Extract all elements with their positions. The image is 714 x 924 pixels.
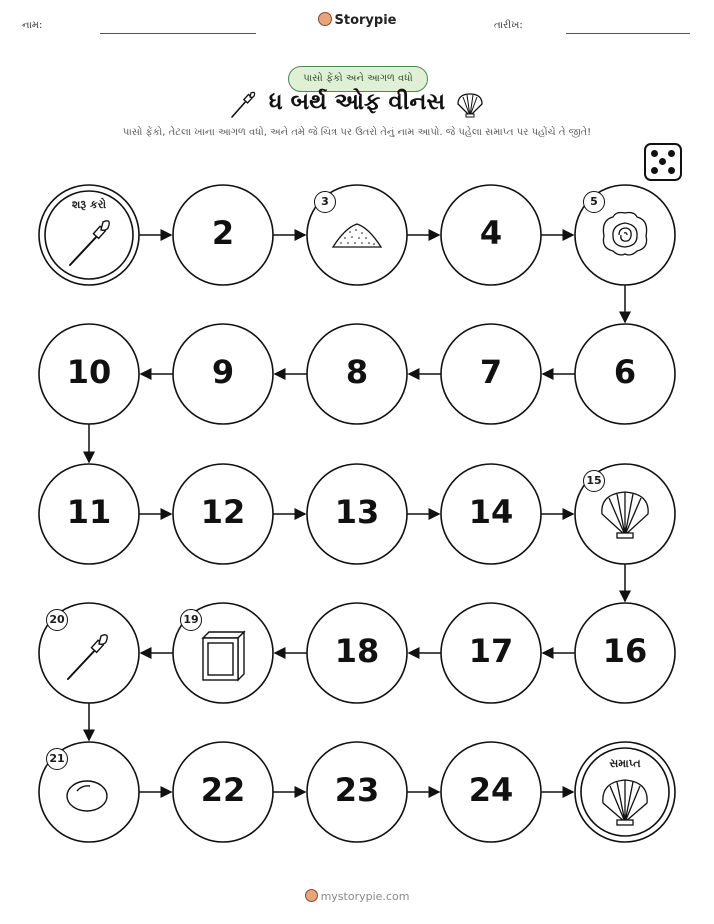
cell-number-6: 6	[613, 353, 637, 391]
cell-number-11: 11	[66, 493, 112, 531]
cell-badge-20: 20	[46, 609, 68, 631]
cell-number-8: 8	[345, 353, 369, 391]
instructions-text: પાસો ફેંકો, તેટલા ખાના આગળ વધો, અને તમે જે ચિત્ર પર ઉતરો તેનું નામ આપો. જે પહેલા સમાપ્ત પર પહોંચે તે જીતે!	[122, 127, 592, 138]
cell-number-18: 18	[334, 632, 380, 670]
page-title: ધ બર્થ ઓફ વીનસ	[268, 89, 446, 115]
cell-number-9: 9	[211, 353, 235, 391]
cell-number-4: 4	[479, 214, 503, 252]
cell-badge-15: 15	[583, 470, 605, 492]
footer	[0, 889, 714, 903]
footer-url[interactable]: mystorypie.com	[320, 890, 410, 903]
cell-number-10: 10	[66, 353, 112, 391]
start-label: શરૂ કરો	[71, 198, 107, 211]
brand-text: Storypie	[334, 13, 397, 28]
cell-number-2: 2	[211, 214, 235, 252]
cell-number-13: 13	[334, 493, 380, 531]
finish-label: સમાપ્ત	[609, 757, 641, 770]
cell-number-14: 14	[468, 493, 514, 531]
cell-number-24: 24	[468, 771, 514, 809]
bear-logo-icon	[305, 889, 318, 902]
cell-badge-21: 21	[46, 748, 68, 770]
cell-number-7: 7	[479, 353, 503, 391]
pearl-icon	[67, 781, 107, 811]
cell-number-22: 22	[200, 771, 246, 809]
cell-number-17: 17	[468, 632, 514, 670]
name-label: નામ:	[22, 20, 43, 31]
rose-icon	[603, 213, 646, 256]
cell-number-23: 23	[334, 771, 380, 809]
canvas-frame-icon	[203, 632, 244, 680]
cell-number-12: 12	[200, 493, 246, 531]
cell-badge-3: 3	[314, 191, 336, 213]
cell-badge-19: 19	[180, 609, 202, 631]
cell-badge-5: 5	[583, 191, 605, 213]
instruction-pill: પાસો ફેંકો અને આગળ વધો	[288, 66, 428, 92]
date-label: તારીખ:	[494, 20, 523, 31]
cell-number-16: 16	[602, 632, 648, 670]
